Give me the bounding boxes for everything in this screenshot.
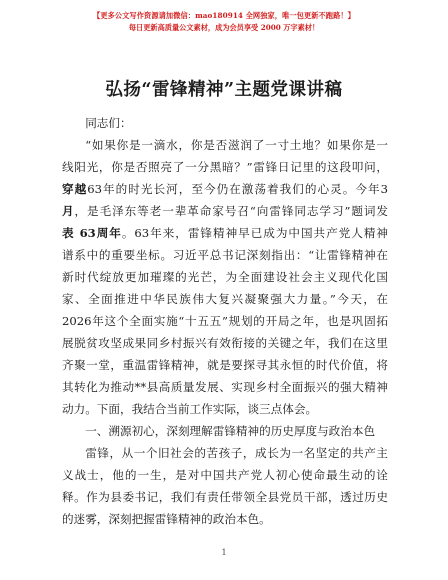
paragraph-1 (62, 134, 388, 420)
banner-line-1: 【更多公文写作资源请加微信：mao180914 全网独家，唯一包更新不跑路！】 (93, 11, 355, 20)
section-heading-1: 一、溯源初心，深刻理解雷锋精神的历史厚度与政治本色 (85, 424, 376, 438)
text-line (62, 200, 388, 222)
bold-text: 月 (62, 204, 75, 218)
text-line (62, 178, 388, 200)
page-number: 1 (221, 548, 227, 557)
bold-text: 穿越 (62, 182, 88, 196)
text-line: 释。作为县委书记，我们有责任带领全县党员干部，透过历史 (62, 490, 388, 504)
text-line: 义战士，他的一生，是对中国共产党人初心使命最生动的诠 (62, 468, 388, 482)
header-banner (0, 10, 448, 33)
document-title: 弘扬“雷锋精神”主题党课讲稿 (105, 80, 343, 100)
text-line (62, 222, 388, 244)
text-line: “如果你是一滴水，你是否滋润了一寸土地？如果你是一 (85, 138, 388, 152)
text-line: 2026年这个全面实施“十五五”规划的开局之年，也是巩固拓 (62, 314, 388, 328)
paragraph-2 (62, 442, 388, 530)
text-line: 展脱贫攻坚成果同乡村振兴有效衔接的关键之年，我们在这里 (62, 336, 388, 350)
text-line: 雷锋，从一个旧社会的苦孩子，成长为一名坚定的共产主 (85, 446, 388, 460)
salutation: 同志们： (85, 116, 132, 130)
text-line: 的迷雾，深刻把握雷锋精神的政治本色。 (62, 512, 271, 526)
text-span: ，是毛泽东等老一辈革命家号召“向雷锋同志学习”题词发 (74, 204, 388, 218)
text-line: 家、全面推进中华民族伟大复兴凝聚强大力量。”今天，在 (62, 292, 388, 306)
document-body (62, 112, 388, 530)
text-line: 线阳光，你是否照亮了一分黑暗？”雷锋日记里的这段叩问， (62, 160, 388, 174)
text-span: 63 (87, 182, 102, 196)
text-line: 谱系中的重要坐标。习近平总书记深刻指出：“让雷锋精神在 (62, 248, 388, 262)
text-line: 齐聚一堂，重温雷锋精神，就是要探寻其永恒的时代价值，将 (62, 358, 388, 372)
text-line: 新时代绽放更加璀璨的光芒，为全面建设社会主义现代化国 (62, 270, 388, 284)
text-line: 动力。下面，我结合当前工作实际，谈三点体会。 (62, 402, 318, 416)
text-span: 3 (380, 182, 388, 196)
text-span: 。63年来，雷锋精神早已成为中国共产党人精神 (121, 226, 388, 240)
text-span: 年的时光长河，至今仍在激荡着我们的心灵。今年 (102, 182, 381, 196)
text-line: 其转化为推动**县高质量发展、实现乡村全面振兴的强大精神 (62, 380, 388, 394)
banner-line-2: 每日更新高质量公文素材，成为会员享受 2000 万字素材！ (128, 23, 320, 32)
bold-text: 表 63周年 (62, 226, 122, 240)
